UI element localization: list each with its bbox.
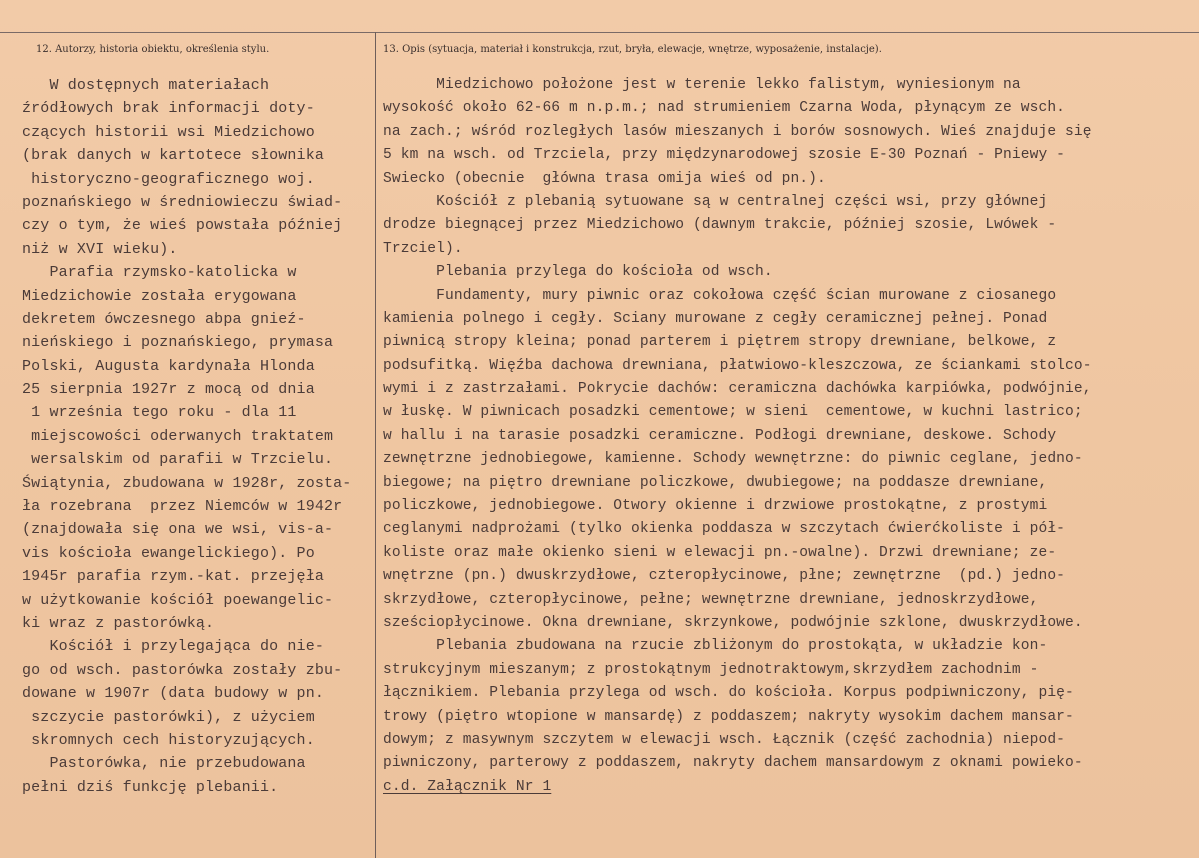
text-line: miejscowości oderwanych traktatem <box>22 427 334 445</box>
text-line: zewnętrzne jednobiegowe, kamienne. Schody wewnętrzne: do piwnic ceglane, jedno- <box>383 451 1083 468</box>
text-line: 25 sierpnia 1927r z mocą od dnia <box>22 381 315 399</box>
text-line: vis kościoła ewangelickiego). Po <box>22 544 315 562</box>
column-divider <box>375 32 376 858</box>
text-line: Miedzichowo położone jest w terenie lekko falistym, wyniesionym na <box>383 77 1021 93</box>
right-column <box>383 74 1188 799</box>
text-line: wymi i z zastrzałami. Pokrycie dachów: ceramiczna dachówka karpiówka, podwójnie, <box>383 381 1092 398</box>
text-line: łącznikiem. Plebania przylega od wsch. do kościoła. Korpus podpiwniczony, pię- <box>383 685 1074 702</box>
text-line: czących historii wsi Miedzichowo <box>22 123 315 141</box>
text-line: Trzciel). <box>383 240 463 257</box>
text-line: Parafia rzymsko-katolicka w <box>22 264 297 282</box>
text-line: dekretem ówczesnego abpa gnieź- <box>22 310 306 328</box>
text-line: w łuskę. W piwnicach posadzki cementowe; w sieni cementowe, w kuchni lastrico; <box>383 404 1083 421</box>
text-line: wersalskim od parafii w Trzcielu. <box>22 451 334 469</box>
text-line: kamienia polnego i cegły. Sciany murowane z cegły ceramicznej pełnej. Ponad <box>383 310 1048 327</box>
text-line: Swiecko (obecnie główna trasa omija wieś od pn.). <box>383 170 826 187</box>
left-column <box>22 74 372 799</box>
text-line: Kościół z plebanią sytuowane są w centralnej części wsi, przy głównej <box>383 193 1048 210</box>
text-line: Miedzichowie została erygowana <box>22 287 297 305</box>
text-line: nieńskiego i poznańskiego, prymasa <box>22 334 334 352</box>
text-line: ła rozebrana przez Niemców w 1942r <box>22 498 343 516</box>
text-line: skrzydłowe, czteropłycinowe, pełne; wewnętrzne drewniane, jednoskrzydłowe, <box>383 591 1039 608</box>
text-line: niż w XVI wieku). <box>22 240 178 258</box>
text-line: koliste oraz małe okienko sieni w elewacji pn.-owalne). Drzwi drewniane; ze- <box>383 544 1057 561</box>
text-line: wnętrzne (pn.) dwuskrzydłowe, czteropłycinowe, płne; zewnętrzne (pd.) jedno- <box>383 568 1066 585</box>
text-line: dowym; z masywnym szczytem w elewacji wsch. Łącznik (część zachodnia) niepod- <box>383 731 1066 748</box>
top-rule <box>0 32 1199 33</box>
text-line: historyczno-geograficznego woj. <box>22 170 315 188</box>
text-line: ceglanymi nadprożami (tylko okienka poddasza w szczytach ćwierćkoliste i pół- <box>383 521 1066 538</box>
text-line: Plebania zbudowana na rzucie zbliżonym do prostokąta, w układzie kon- <box>383 638 1048 655</box>
header-right: 13. Opis (sytuacja, materiał i konstrukcja, rzut, bryła, elewacje, wnętrze, wyposażenie, instalacje). <box>383 44 882 55</box>
text-line: piwnicą stropy kleina; ponad parterem i piętrem stropy drewniane, belkowe, z <box>383 334 1057 351</box>
text-line: Polski, Augusta kardynała Hlonda <box>22 357 315 375</box>
text-line: szczycie pastorówki), z użyciem <box>22 708 315 726</box>
text-line: piwniczony, parterowy z poddaszem, nakryty dachem mansardowym z oknami powieko- <box>383 755 1083 772</box>
text-line: skromnych cech historyzujących. <box>22 731 315 749</box>
text-line: sześciopłycinowe. Okna drewniane, skrzynkowe, podwójnie szklone, dwuskrzydłowe. <box>383 614 1083 631</box>
text-line: Kościół i przylegająca do nie- <box>22 638 324 656</box>
text-line: strukcyjnym mieszanym; z prostokątnym jednotraktowym,skrzydłem zachodnim - <box>383 661 1039 678</box>
text-line: biegowe; na piętro drewniane policzkowe, dwubiegowe; na poddasze drewniane, <box>383 474 1048 491</box>
text-line: 1945r parafia rzym.-kat. przejęła <box>22 568 324 586</box>
text-line: Plebania przylega do kościoła od wsch. <box>383 264 773 281</box>
text-line: Fundamenty, mury piwnic oraz cokołowa część ścian murowane z ciosanego <box>383 287 1057 304</box>
text-line: go od wsch. pastorówka zostały zbu- <box>22 661 343 679</box>
text-line: 5 km na wsch. od Trzciela, przy międzynarodowej szosie E-30 Poznań - Pniewy - <box>383 147 1066 164</box>
text-line: na zach.; wśród rozległych lasów mieszanych i borów sosnowych. Wieś znajduje się <box>383 123 1092 140</box>
text-line: drodze biegnącej przez Miedzichowo (dawnym trakcie, później szosie, Lwówek - <box>383 217 1057 234</box>
text-line: (znajdowała się ona we wsi, vis-a- <box>22 521 334 539</box>
text-line: W dostępnych materiałach <box>22 77 270 94</box>
header-left: 12. Autorzy, historia obiektu, określenia stylu. <box>36 44 270 55</box>
text-line: c.d. Załącznik Nr 1 <box>383 778 552 795</box>
text-line: źródłowych brak informacji doty- <box>22 100 315 118</box>
text-line: trowy (piętro wtopione w mansardę) z poddaszem; nakryty wysokim dachem mansar- <box>383 708 1074 725</box>
text-line: w hallu i na tarasie posadzki ceramiczne. Podłogi drewniane, deskowe. Schody <box>383 427 1057 444</box>
text-line: poznańskiego w średniowieczu świad- <box>22 193 343 211</box>
text-line: 1 września tego roku - dla 11 <box>22 404 297 422</box>
text-line: policzkowe, jednobiegowe. Otwory okienne i drzwiowe prostokątne, z prostymi <box>383 498 1048 515</box>
text-line: wysokość około 62-66 m n.p.m.; nad strumieniem Czarna Woda, płynącym ze wsch. <box>383 100 1066 117</box>
text-line: dowane w 1907r (data budowy w pn. <box>22 685 324 703</box>
text-line: ki wraz z pastorówką. <box>22 614 215 632</box>
text-line: w użytkowanie kościół poewangelic- <box>22 591 334 609</box>
text-line: czy o tym, że wieś powstała później <box>22 217 343 235</box>
text-line: Świątynia, zbudowana w 1928r, zosta- <box>22 474 352 492</box>
text-line: podsufitką. Więźba dachowa drewniana, płatwiowo-kleszczowa, ze ściankami stolco- <box>383 357 1092 374</box>
text-line: Pastorówka, nie przebudowana <box>22 755 306 773</box>
text-line: (brak danych w kartotece słownika <box>22 147 324 165</box>
text-line: pełni dziś funkcję plebanii. <box>22 778 279 796</box>
